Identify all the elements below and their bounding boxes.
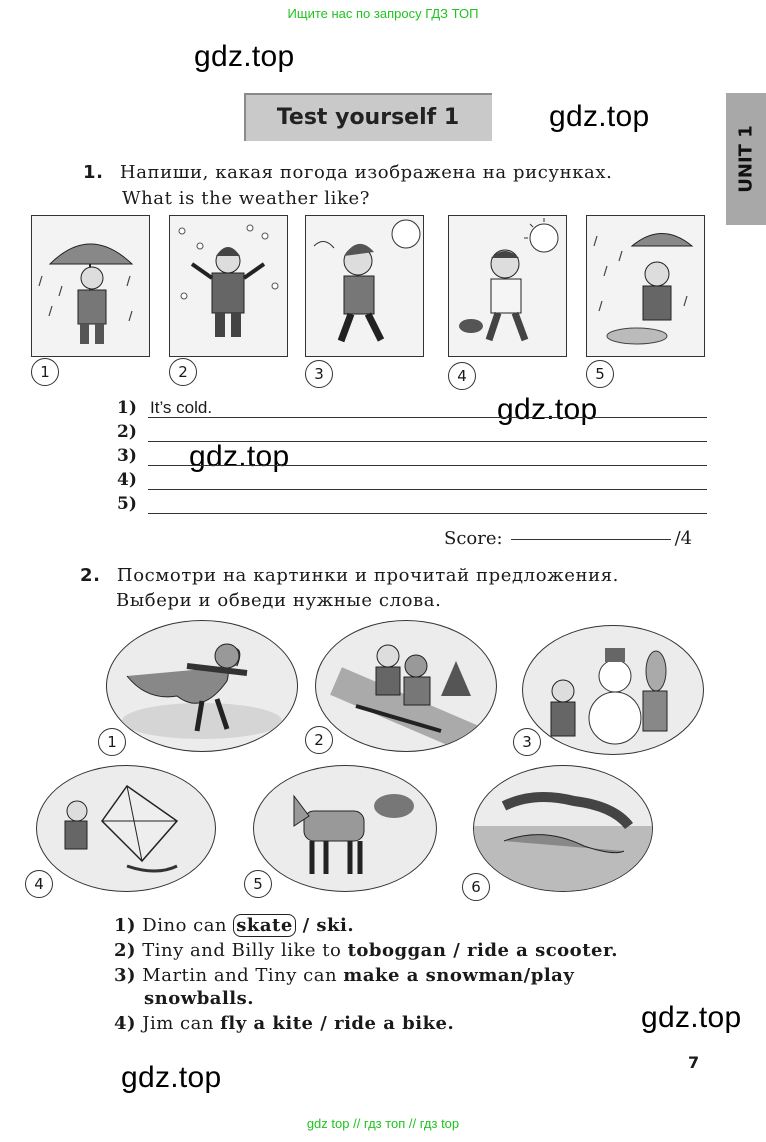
answer-row[interactable]: [117, 398, 707, 422]
answer-number: 3): [117, 446, 137, 466]
task2-number: 2.: [80, 565, 101, 586]
answer-number: 1): [117, 398, 137, 418]
answer-number: 5): [117, 494, 137, 514]
option[interactable]: fly a kite: [220, 1013, 314, 1034]
watermark: gdz.top: [497, 393, 598, 426]
picture-number: 2: [169, 358, 197, 386]
weather-picture-windy-sun: [305, 215, 424, 357]
watermark: gdz.top: [549, 100, 650, 133]
answer-row[interactable]: [117, 470, 707, 494]
answer-text[interactable]: It’s cold.: [150, 398, 213, 417]
option-circled[interactable]: skate: [233, 914, 296, 937]
task2-instruction: [80, 563, 619, 589]
option[interactable]: toboggan: [347, 940, 447, 961]
option[interactable]: play: [530, 965, 575, 986]
unit-tab: [726, 93, 766, 225]
answer-line[interactable]: [148, 489, 707, 490]
option[interactable]: make a snowman: [343, 965, 524, 986]
sentence-text: Tiny and Billy like to: [142, 940, 348, 961]
sentence-3: [114, 965, 574, 986]
picture-number: 6: [462, 873, 490, 901]
watermark: gdz.top: [194, 40, 295, 73]
page-number: 7: [688, 1053, 700, 1072]
answer-number: 4): [117, 470, 137, 490]
watermark: gdz.top: [641, 1001, 742, 1034]
unit-tab-label: UNIT 1: [735, 125, 757, 193]
weather-picture-rain-puddle: [586, 215, 705, 357]
task1-instruction-ru: Напиши, какая погода изображена на рисунках.: [119, 162, 613, 183]
page-title: Test yourself 1: [244, 93, 492, 141]
sentence-text: Dino can: [142, 915, 234, 936]
answer-line[interactable]: [148, 441, 707, 442]
score-line[interactable]: [511, 539, 671, 540]
sentence-number: 4): [114, 1013, 137, 1034]
weather-picture-snow: [169, 215, 288, 357]
option-separator: /: [313, 1013, 335, 1034]
option[interactable]: ride a scooter: [467, 940, 612, 961]
answer-line[interactable]: [148, 417, 707, 418]
picture-number: 4: [448, 362, 476, 390]
sentence-text: Martin and Tiny can: [142, 965, 344, 986]
sentence-text: Jim can: [142, 1013, 221, 1034]
sentence-1: [114, 915, 354, 936]
sentence-2: [114, 940, 618, 961]
sentence-number: 3): [114, 965, 137, 986]
picture-number: 3: [305, 360, 333, 388]
activity-picture-kite: [36, 765, 216, 892]
task1-number: 1.: [83, 162, 104, 183]
sentence-number: 2): [114, 940, 137, 961]
score-label: Score:: [444, 528, 503, 549]
watermark: gdz.top: [121, 1061, 222, 1094]
sentence-end: .: [347, 915, 355, 936]
picture-number: 2: [305, 726, 333, 754]
picture-number: 3: [513, 728, 541, 756]
picture-number: 4: [25, 870, 53, 898]
answer-row[interactable]: [117, 494, 707, 518]
weather-picture-hot-sun: [448, 215, 567, 357]
sentence-end: .: [611, 940, 619, 961]
task1-instruction-en: What is the weather like?: [122, 188, 371, 209]
answer-row[interactable]: [117, 446, 707, 470]
sentence-3-continuation[interactable]: snowballs.: [144, 988, 255, 1009]
footer-banner[interactable]: gdz top // гдз топ // гдз top: [306, 1116, 460, 1131]
activity-picture-donkey: [253, 765, 437, 892]
option-separator: /: [523, 965, 531, 986]
picture-number: 1: [98, 728, 126, 756]
score-total: /4: [674, 528, 693, 549]
score: [444, 528, 692, 549]
option[interactable]: ride a bike: [334, 1013, 448, 1034]
sentence-4: [114, 1013, 454, 1034]
option-separator: /: [446, 940, 468, 961]
activity-picture-skating-dino: [106, 620, 298, 752]
option-separator: /: [295, 915, 317, 936]
activity-picture-snowman: [522, 625, 704, 755]
task2-instruction-line1: Посмотри на картинки и прочитай предложения.: [116, 565, 620, 586]
weather-picture-rain-umbrella: [31, 215, 150, 357]
sentence-number: 1): [114, 915, 137, 936]
answer-number: 2): [117, 422, 137, 442]
activity-picture-dino-swimming: [473, 765, 653, 892]
answer-line[interactable]: [148, 513, 707, 514]
watermark: gdz.top: [189, 440, 290, 473]
activity-picture-toboggan: [315, 620, 497, 752]
option[interactable]: ski: [316, 915, 348, 936]
answer-row[interactable]: [117, 422, 707, 446]
picture-number: 5: [244, 870, 272, 898]
answer-line[interactable]: [148, 465, 707, 466]
picture-number: 5: [586, 360, 614, 388]
task1-instruction: [83, 160, 612, 186]
picture-number: 1: [31, 358, 59, 386]
task2-instruction-line2: Выбери и обведи нужные слова.: [116, 590, 442, 611]
sentence-end: .: [447, 1013, 455, 1034]
header-banner[interactable]: Ищите нас по запросу ГДЗ ТОП: [287, 6, 479, 21]
